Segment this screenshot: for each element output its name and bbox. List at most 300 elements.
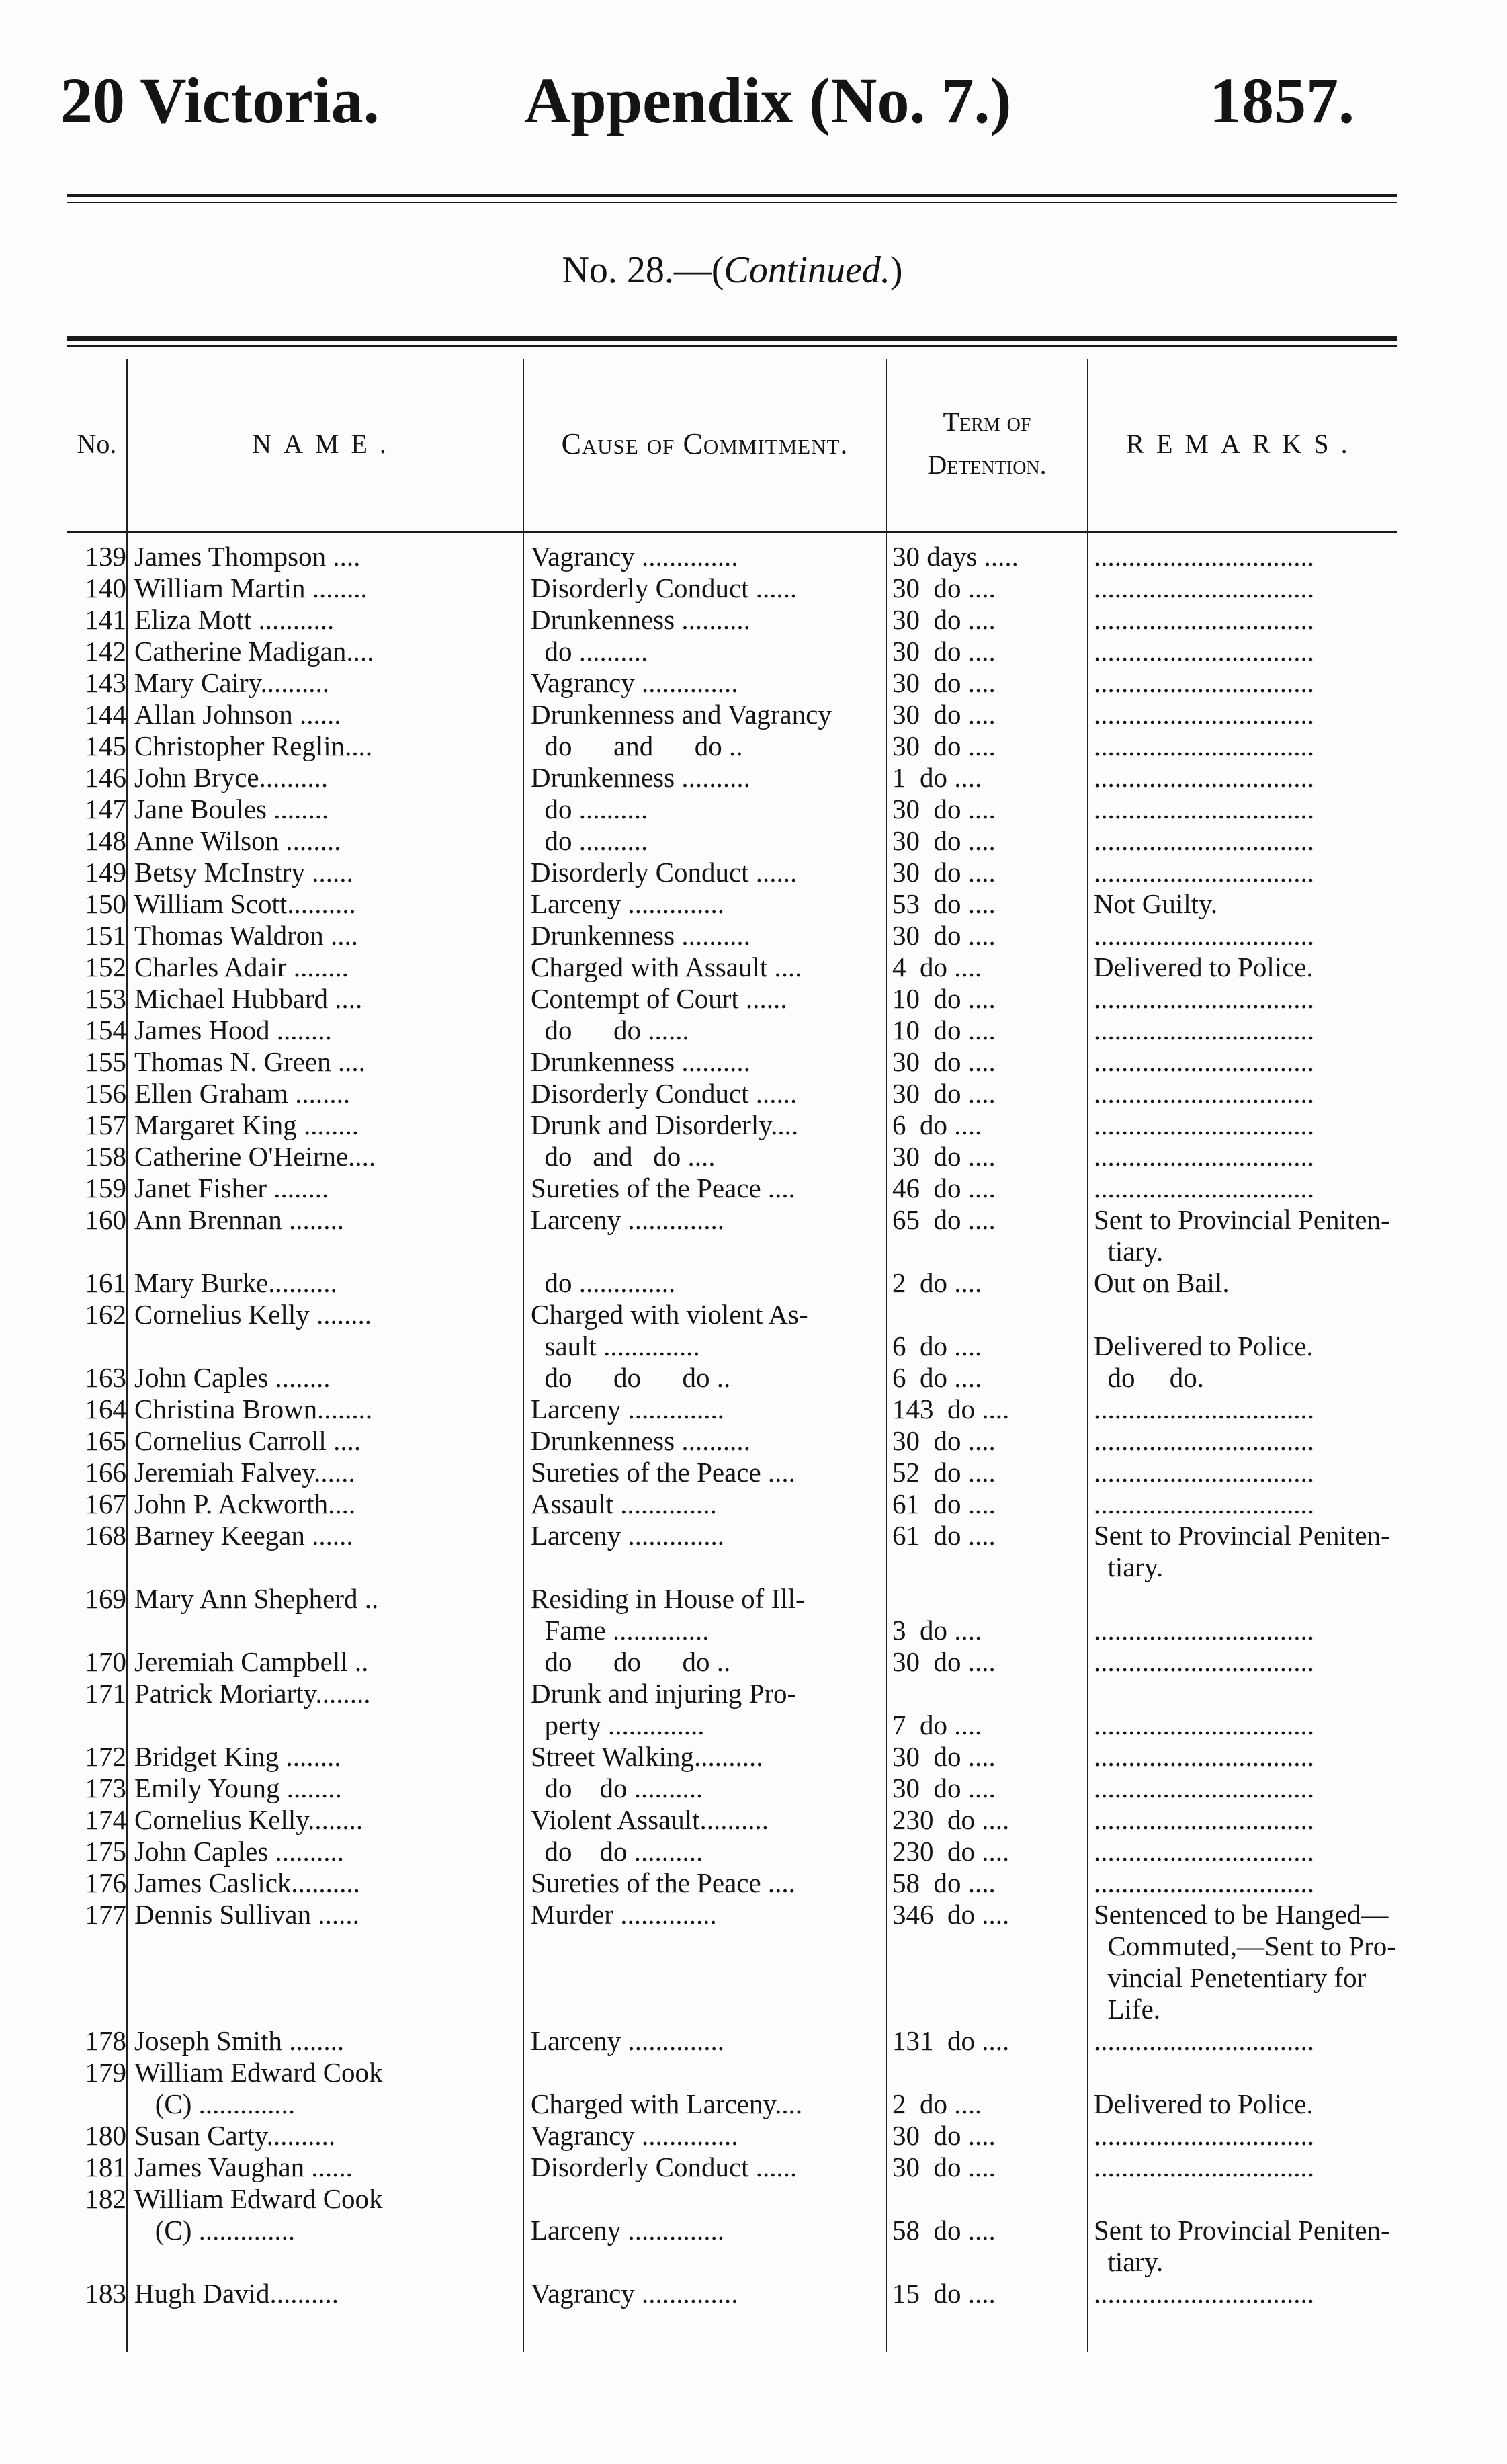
row-name: John Caples .......... [134, 1836, 345, 1867]
row-number: 154 [85, 1015, 126, 1046]
row-remarks: ................................ [1094, 572, 1314, 603]
table-row [67, 1204, 1397, 1236]
row-name: John P. Ackworth.... [134, 1488, 356, 1519]
page-header [54, 60, 1397, 141]
row-number: 167 [85, 1488, 126, 1519]
header-year: 1857. [1209, 65, 1354, 136]
row-name: Dennis Sullivan ...... [134, 1899, 359, 1930]
row-name: Christopher Reglin.... [134, 730, 373, 761]
row-cause: Vagrancy .............. [531, 667, 738, 698]
row-remarks: ................................ [1094, 762, 1314, 793]
row-number: 170 [85, 1646, 126, 1677]
table-row [67, 1173, 1397, 1204]
row-number: 157 [85, 1109, 126, 1140]
row-term: 30 do .... [892, 2152, 996, 2182]
row-remarks: Delivered to Police. [1094, 951, 1314, 982]
row-remarks: ................................ [1094, 1804, 1314, 1835]
row-term: 46 do .... [892, 1173, 996, 1203]
row-term: 30 do .... [892, 1773, 996, 1803]
row-remarks: Sentenced to be Hanged— [1094, 1899, 1389, 1930]
row-name: Thomas N. Green .... [134, 1046, 365, 1077]
row-remarks: ................................ [1094, 699, 1314, 730]
row-number: 173 [85, 1773, 126, 1803]
table-row [67, 1930, 1397, 1962]
row-number: 169 [85, 1583, 126, 1614]
table-row [67, 1394, 1397, 1425]
commitments-table [67, 336, 1397, 2352]
row-number: 175 [85, 1836, 126, 1867]
row-term: 10 do .... [892, 983, 996, 1014]
table-row [67, 1962, 1397, 1994]
row-cause: do do do .. [531, 1646, 731, 1677]
table-row [67, 2120, 1397, 2152]
row-remarks: ................................ [1094, 1425, 1314, 1456]
row-term: 4 do .... [892, 951, 982, 982]
header-no: No. [77, 428, 117, 459]
table-row [67, 2278, 1397, 2309]
row-remarks: ................................ [1094, 1141, 1314, 1172]
row-name: William Edward Cook [134, 2057, 383, 2088]
row-remarks: ................................ [1094, 2025, 1314, 2056]
row-term: 30 do .... [892, 920, 996, 951]
row-name: Jeremiah Falvey...... [134, 1457, 355, 1488]
table-row [67, 1741, 1397, 1773]
row-name: Michael Hubbard .... [134, 983, 363, 1014]
row-cause: do and do .... [531, 1141, 716, 1172]
row-remarks: ................................ [1094, 1394, 1314, 1425]
subtitle-continued: Continued. [724, 249, 890, 291]
row-remarks: ................................ [1094, 1457, 1314, 1488]
row-number: 174 [85, 1804, 126, 1835]
row-term: 3 do .... [892, 1615, 982, 1646]
table-row [67, 888, 1397, 920]
row-remarks: Not Guilty. [1094, 888, 1218, 919]
row-number: 152 [85, 951, 126, 982]
table-row [67, 1520, 1397, 1552]
row-number: 177 [85, 1899, 126, 1930]
row-number: 158 [85, 1141, 126, 1172]
subtitle-number: No. 28.—( [562, 249, 724, 291]
row-term: 346 do .... [892, 1899, 1010, 1930]
row-name: Margaret King ........ [134, 1109, 359, 1140]
row-remarks: Out on Bail. [1094, 1267, 1230, 1298]
table-subtitle [67, 249, 1397, 292]
row-term: 230 do .... [892, 1836, 1010, 1867]
row-name: Betsy McInstry ...... [134, 857, 353, 888]
row-cause: Charged with Assault .... [531, 951, 802, 982]
row-remarks: Sent to Provincial Peniten- [1094, 2215, 1390, 2246]
row-term: 30 do .... [892, 1078, 996, 1109]
header-term-line1: Term of [943, 407, 1031, 437]
row-number: 155 [85, 1046, 126, 1077]
row-remarks: Life. [1094, 1994, 1161, 2025]
row-term: 30 do .... [892, 699, 996, 730]
row-name: William Edward Cook [134, 2183, 383, 2214]
row-term: 53 do .... [892, 888, 996, 919]
table-row [67, 730, 1397, 762]
row-name: Patrick Moriarty........ [134, 1678, 371, 1709]
table-row [67, 2025, 1397, 2057]
table-top-rule-thick [67, 336, 1397, 341]
row-name: James Vaughan ...... [134, 2152, 353, 2182]
row-number: 147 [85, 794, 126, 824]
table-body [67, 541, 1397, 2309]
table-row [67, 1362, 1397, 1394]
row-cause: Larceny .............. [531, 888, 725, 919]
row-term: 30 do .... [892, 604, 996, 635]
row-remarks: ................................ [1094, 730, 1314, 761]
row-name: Allan Johnson ...... [134, 699, 341, 730]
row-remarks: ................................ [1094, 1078, 1314, 1109]
row-term: 61 do .... [892, 1488, 996, 1519]
row-cause: Murder .............. [531, 1899, 717, 1930]
row-remarks: ................................ [1094, 983, 1314, 1014]
table-row [67, 1141, 1397, 1173]
row-remarks: ................................ [1094, 1646, 1314, 1677]
row-term: 6 do .... [892, 1362, 982, 1393]
row-term: 30 do .... [892, 794, 996, 824]
table-row [67, 2183, 1397, 2215]
table-row [67, 1299, 1397, 1330]
row-cause: Drunkenness .......... [531, 1425, 750, 1456]
row-cause: Sureties of the Peace .... [531, 1173, 795, 1203]
row-remarks: ................................ [1094, 1709, 1314, 1740]
row-number: 165 [85, 1425, 126, 1456]
row-number: 180 [85, 2120, 126, 2151]
table-row [67, 951, 1397, 983]
row-name: Ann Brennan ........ [134, 1204, 345, 1235]
row-number: 168 [85, 1520, 126, 1551]
row-cause: do and do .. [531, 730, 743, 761]
row-remarks: tiary. [1094, 2246, 1164, 2277]
row-remarks: ................................ [1094, 1741, 1314, 1772]
row-remarks: ................................ [1094, 825, 1314, 856]
row-number: 149 [85, 857, 126, 888]
row-term: 30 do .... [892, 667, 996, 698]
row-cause: do .............. [531, 1267, 676, 1298]
row-term: 30 do .... [892, 636, 996, 667]
table-row [67, 1015, 1397, 1046]
row-name: Jane Boules ........ [134, 794, 329, 824]
table-row [67, 2152, 1397, 2183]
row-remarks: Sent to Provincial Peniten- [1094, 1520, 1390, 1551]
table-row [67, 1804, 1397, 1836]
row-name: Bridget King ........ [134, 1741, 341, 1772]
row-cause: do .......... [531, 825, 648, 856]
table-row [67, 1583, 1397, 1615]
row-cause: Disorderly Conduct ...... [531, 572, 798, 603]
row-name: James Caslick.......... [134, 1867, 360, 1898]
row-term: 58 do .... [892, 2215, 996, 2246]
row-term: 30 do .... [892, 730, 996, 761]
row-term: 30 do .... [892, 1741, 996, 1772]
table-row [67, 2246, 1397, 2278]
row-number: 183 [85, 2278, 126, 2309]
row-name: William Scott.......... [134, 888, 356, 919]
row-name: Charles Adair ........ [134, 951, 349, 982]
table-row [67, 1046, 1397, 1078]
row-cause: Drunkenness .......... [531, 1046, 750, 1077]
row-number: 164 [85, 1394, 126, 1425]
row-name: Catherine Madigan.... [134, 636, 374, 667]
row-cause: Disorderly Conduct ...... [531, 2152, 798, 2182]
row-remarks: ................................ [1094, 1015, 1314, 1046]
row-name: Janet Fisher ........ [134, 1173, 329, 1203]
row-cause: Larceny .............. [531, 2215, 725, 2246]
row-cause: Larceny .............. [531, 1520, 725, 1551]
row-name: Eliza Mott ........... [134, 604, 335, 635]
row-cause: do do do .. [531, 1362, 731, 1393]
row-term: 52 do .... [892, 1457, 996, 1488]
row-number: 140 [85, 572, 126, 603]
row-name: Christina Brown........ [134, 1394, 373, 1425]
row-number: 161 [85, 1267, 126, 1298]
row-cause: Drunkenness .......... [531, 762, 750, 793]
row-cause: Drunkenness and Vagrancy [531, 699, 832, 730]
row-term: 6 do .... [892, 1109, 982, 1140]
row-name: Cornelius Kelly ........ [134, 1299, 372, 1330]
table-row [67, 1457, 1397, 1488]
row-name: John Caples ........ [134, 1362, 331, 1393]
row-name: Catherine O'Heirne.... [134, 1141, 376, 1172]
row-number: 141 [85, 604, 126, 635]
row-term: 10 do .... [892, 1015, 996, 1046]
row-remarks: Sent to Provincial Peniten- [1094, 1204, 1390, 1235]
header-session: 20 Victoria. [60, 65, 380, 136]
row-term: 30 do .... [892, 1646, 996, 1677]
row-remarks: tiary. [1094, 1236, 1164, 1267]
row-cause: Vagrancy .............. [531, 541, 738, 572]
row-remarks: Commuted,—Sent to Pro- [1094, 1930, 1396, 1961]
table-row [67, 2215, 1397, 2246]
row-cause: Vagrancy .............. [531, 2278, 738, 2309]
row-name: Barney Keegan ...... [134, 1520, 353, 1551]
row-remarks: ................................ [1094, 2152, 1314, 2182]
row-number: 143 [85, 667, 126, 698]
row-term: 30 do .... [892, 1425, 996, 1456]
row-remarks: ................................ [1094, 1173, 1314, 1203]
row-term: 30 do .... [892, 857, 996, 888]
row-cause: Larceny .............. [531, 2025, 725, 2056]
header-name: NAME. [252, 428, 398, 459]
table-row [67, 1709, 1397, 1741]
row-cause: Drunkenness .......... [531, 920, 750, 951]
header-rule-thick [67, 194, 1397, 197]
row-remarks: ................................ [1094, 1867, 1314, 1898]
row-cause: Drunkenness .......... [531, 604, 750, 635]
row-term: 30 do .... [892, 825, 996, 856]
row-number: 179 [85, 2057, 126, 2088]
table-row [67, 1078, 1397, 1109]
row-cause: Charged with violent As- [531, 1299, 808, 1330]
header-term-line2: Detention. [927, 450, 1047, 480]
row-name: Hugh David.......... [134, 2278, 339, 2309]
table-row [67, 1773, 1397, 1804]
table-row [67, 699, 1397, 730]
row-name: Ellen Graham ........ [134, 1078, 351, 1109]
row-remarks: tiary. [1094, 1552, 1164, 1582]
table-row [67, 1425, 1397, 1457]
table-row [67, 1994, 1397, 2025]
row-cause: Assault .............. [531, 1488, 717, 1519]
row-remarks: ................................ [1094, 1488, 1314, 1519]
row-number: 150 [85, 888, 126, 919]
row-term: 65 do .... [892, 1204, 996, 1235]
row-name: Anne Wilson ........ [134, 825, 341, 856]
table-row [67, 1488, 1397, 1520]
row-number: 163 [85, 1362, 126, 1393]
table-row [67, 825, 1397, 857]
header-term [887, 359, 1087, 527]
row-term: 6 do .... [892, 1330, 982, 1361]
row-remarks: do do. [1094, 1362, 1204, 1393]
table-row [67, 857, 1397, 888]
row-cause: Drunk and injuring Pro- [531, 1678, 797, 1709]
table-row [67, 572, 1397, 604]
header-remarks: REMARKS. [1126, 428, 1360, 459]
row-term: 2 do .... [892, 1267, 982, 1298]
table-row [67, 983, 1397, 1015]
row-name: Susan Carty.......... [134, 2120, 336, 2151]
row-number: 142 [85, 636, 126, 667]
row-term: 61 do .... [892, 1520, 996, 1551]
row-number: 178 [85, 2025, 126, 2056]
row-cause: Disorderly Conduct ...... [531, 857, 798, 888]
header-cause: Cause of Commitment. [561, 427, 849, 460]
row-name: Joseph Smith ........ [134, 2025, 345, 2056]
row-cause: Sureties of the Peace .... [531, 1867, 795, 1898]
row-term: 131 do .... [892, 2025, 1010, 2056]
row-number: 146 [85, 762, 126, 793]
row-remarks: ................................ [1094, 920, 1314, 951]
row-name: James Hood ........ [134, 1015, 332, 1046]
table-row [67, 667, 1397, 699]
row-term: 2 do .... [892, 2088, 982, 2119]
header-appendix: Appendix (No. 7.) [524, 65, 1012, 136]
row-cause: do do .......... [531, 1773, 703, 1803]
row-cause: do .......... [531, 636, 648, 667]
table-row [67, 1615, 1397, 1646]
row-remarks: ................................ [1094, 636, 1314, 667]
row-remarks: Delivered to Police. [1094, 2088, 1314, 2119]
table-row [67, 2057, 1397, 2088]
table-top-rule-thin [67, 345, 1397, 347]
row-remarks: ................................ [1094, 2120, 1314, 2151]
row-term: 58 do .... [892, 1867, 996, 1898]
row-number: 176 [85, 1867, 126, 1898]
row-cause: Sureties of the Peace .... [531, 1457, 795, 1488]
row-number: 148 [85, 825, 126, 856]
row-number: 166 [85, 1457, 126, 1488]
header-bottom-rule [67, 531, 1397, 533]
header-rule-thin [67, 202, 1397, 203]
row-number: 153 [85, 983, 126, 1014]
row-remarks: ................................ [1094, 1109, 1314, 1140]
row-number: 181 [85, 2152, 126, 2182]
row-number: 172 [85, 1741, 126, 1772]
row-remarks: Delivered to Police. [1094, 1330, 1314, 1361]
row-number: 159 [85, 1173, 126, 1203]
table-row [67, 1109, 1397, 1141]
row-cause: Residing in House of Ill- [531, 1583, 805, 1614]
table-row [67, 2088, 1397, 2120]
row-cause: do .......... [531, 794, 648, 824]
row-term: 30 do .... [892, 1046, 996, 1077]
row-name: (C) .............. [134, 2215, 296, 2246]
row-term: 30 do .... [892, 1141, 996, 1172]
table-row [67, 1267, 1397, 1299]
row-cause: Vagrancy .............. [531, 2120, 738, 2151]
row-number: 151 [85, 920, 126, 951]
table-row [67, 541, 1397, 572]
row-name: William Martin ........ [134, 572, 368, 603]
table-row [67, 1836, 1397, 1867]
row-name: (C) .............. [134, 2088, 296, 2119]
row-cause: Contempt of Court ...... [531, 983, 787, 1014]
row-cause: Drunk and Disorderly.... [531, 1109, 799, 1140]
row-term: 30 do .... [892, 572, 996, 603]
row-number: 162 [85, 1299, 126, 1330]
row-cause: Disorderly Conduct ...... [531, 1078, 798, 1109]
row-remarks: ................................ [1094, 1836, 1314, 1867]
row-number: 145 [85, 730, 126, 761]
row-number: 171 [85, 1678, 126, 1709]
row-remarks: ................................ [1094, 857, 1314, 888]
row-name: Mary Ann Shepherd .. [134, 1583, 379, 1614]
table-row [67, 1236, 1397, 1267]
row-remarks: ................................ [1094, 2278, 1314, 2309]
row-number: 144 [85, 699, 126, 730]
row-remarks: ................................ [1094, 1046, 1314, 1077]
table-row [67, 1867, 1397, 1899]
row-name: Thomas Waldron .... [134, 920, 359, 951]
row-cause: perty .............. [531, 1709, 705, 1740]
row-remarks: ................................ [1094, 1615, 1314, 1646]
table-row [67, 604, 1397, 636]
row-number: 156 [85, 1078, 126, 1109]
table-row [67, 636, 1397, 667]
row-term: 30 do .... [892, 2120, 996, 2151]
table-row [67, 1678, 1397, 1709]
row-name: Mary Burke.......... [134, 1267, 337, 1298]
row-name: Jeremiah Campbell .. [134, 1646, 369, 1677]
row-name: Emily Young ........ [134, 1773, 342, 1803]
row-cause: sault .............. [531, 1330, 700, 1361]
row-term: 230 do .... [892, 1804, 1010, 1835]
row-cause: do do .......... [531, 1836, 703, 1867]
row-name: Cornelius Carroll .... [134, 1425, 361, 1456]
row-cause: Street Walking.......... [531, 1741, 763, 1772]
row-remarks: ................................ [1094, 604, 1314, 635]
row-remarks: ................................ [1094, 541, 1314, 572]
table-row [67, 1552, 1397, 1583]
row-remarks: vincial Penetentiary for [1094, 1962, 1367, 1993]
row-term: 30 days ..... [892, 541, 1019, 572]
table-row [67, 920, 1397, 951]
row-cause: do do ...... [531, 1015, 689, 1046]
table-row [67, 794, 1397, 825]
row-term: 7 do .... [892, 1709, 982, 1740]
row-name: Mary Cairy.......... [134, 667, 329, 698]
table-row [67, 1330, 1397, 1362]
row-name: James Thompson .... [134, 541, 361, 572]
row-remarks: ................................ [1094, 667, 1314, 698]
row-number: 139 [85, 541, 126, 572]
table-row [67, 762, 1397, 794]
row-cause: Charged with Larceny.... [531, 2088, 803, 2119]
row-remarks: ................................ [1094, 794, 1314, 824]
row-cause: Fame .............. [531, 1615, 709, 1646]
